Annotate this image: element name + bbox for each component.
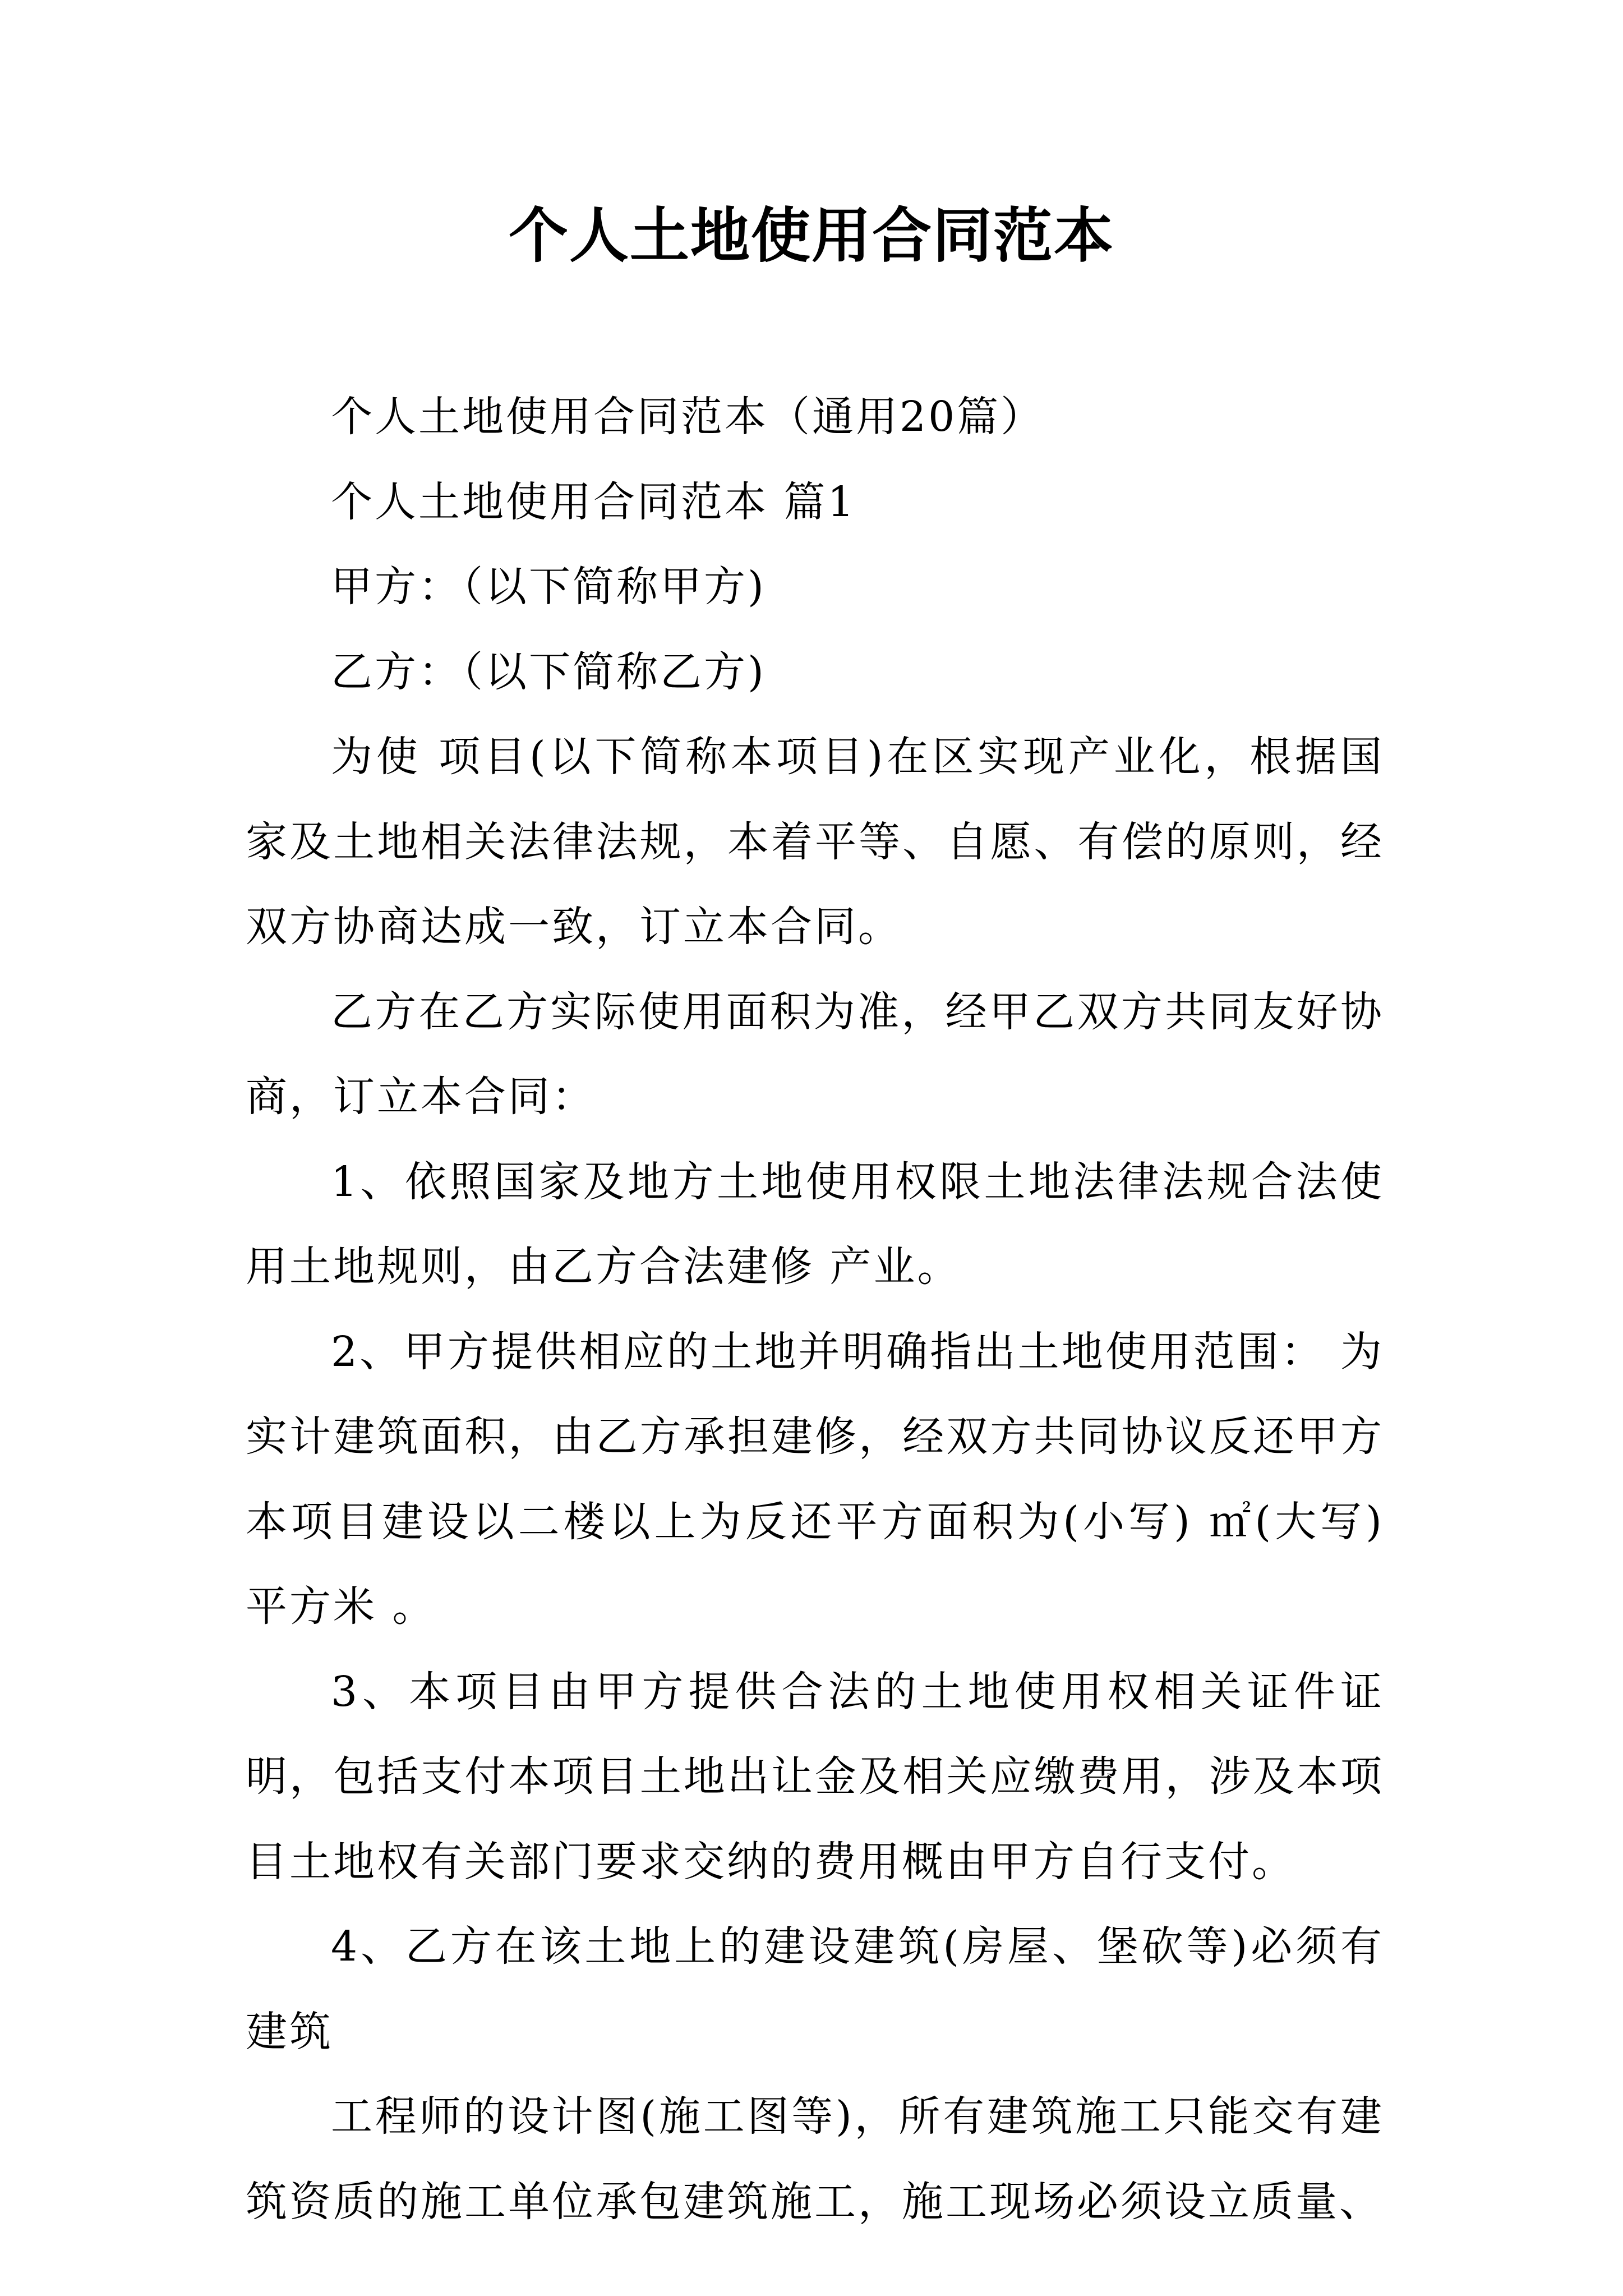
- paragraph: 1、依照国家及地方土地使用权限土地法律法规合法使用土地规则，由乙方合法建修 产业。: [246, 1157, 1384, 1291]
- paragraph: 乙方在乙方实际使用面积为准，经甲乙双方共同友好协商，订立本合同：: [246, 987, 1384, 1121]
- paragraph: 2、甲方提供相应的土地并明确指出土地使用范围： 为实计建筑面积，由乙方承担建修，经双方共同协议反还甲方本项目建设以二楼以上为反还平方面积为(小写) ㎡(大写) 平方米 。: [246, 1327, 1384, 1631]
- document-body: [246, 375, 1384, 2244]
- paragraph: 为使 项目(以下简称本项目)在区实现产业化，根据国家及土地相关法律法规，本着平等、自愿、有偿的原则，经双方协商达成一致，订立本合同。: [246, 733, 1384, 951]
- paragraph: 个人土地使用合同范本 篇1: [331, 477, 856, 526]
- paragraph: 4、乙方在该土地上的建设建筑(房屋、堡砍等)必须有建筑: [246, 1922, 1384, 2056]
- paragraph: 甲方：（以下简称甲方): [331, 563, 766, 611]
- paragraph: 3、本项目由甲方提供合法的土地使用权相关证件证明，包括支付本项目土地出让金及相关应缴费用，涉及本项目土地权有关部门要求交纳的费用概由甲方自行支付。: [246, 1667, 1384, 1886]
- paragraph: 工程师的设计图(施工图等)，所有建筑施工只能交有建筑资质的施工单位承包建筑施工，施工现场必须设立质量、: [246, 2092, 1384, 2226]
- document-title: 个人土地使用合同范本: [509, 200, 1114, 270]
- paragraph: 乙方：（以下简称乙方): [331, 647, 766, 696]
- paragraph: 个人土地使用合同范本（通用20篇）: [331, 393, 1045, 441]
